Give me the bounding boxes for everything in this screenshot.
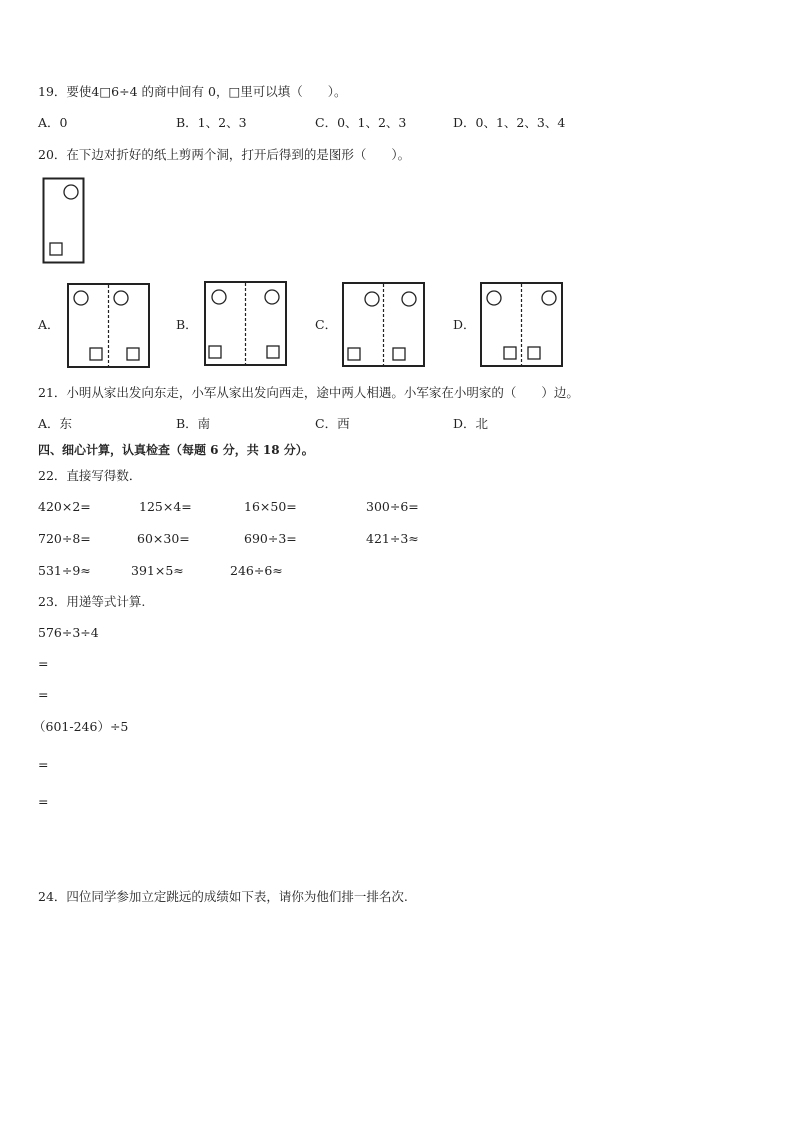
q20-option-b-figure[interactable] [204,281,288,367]
q19-option-a[interactable]: A．0 [38,115,68,130]
q20-option-a-label[interactable]: A． [38,317,60,332]
q21-option-a[interactable]: A．东 [38,416,73,431]
q23-equals-sign: = [38,757,49,772]
circle-hole-icon [64,185,78,199]
q22-item: 125×4= [139,499,192,514]
q20-option-d-label[interactable]: D． [453,317,476,332]
square-hole-icon [267,346,279,358]
q20-option-d-figure[interactable] [480,282,564,368]
q22-item: 690÷3= [244,531,297,546]
q21-stem: 21．小明从家出发向东走，小军从家出发向西走，途中两人相遇。小军家在小明家的（ ）边。 [38,385,579,400]
q22-stem: 22．直接写得数． [38,468,142,483]
q23-expression-1: 576÷3÷4 [38,625,99,640]
q21-option-c[interactable]: C．西 [315,416,350,431]
q23-equals-sign: = [38,656,49,671]
circle-hole-icon [265,290,279,304]
q19-option-d[interactable]: D．0、1、2、3、4 [453,115,566,130]
circle-hole-icon [487,291,501,305]
square-hole-icon [127,348,139,360]
circle-hole-icon [74,291,88,305]
q22-item: 720÷8= [38,531,91,546]
q23-equals-sign: = [38,687,49,702]
q20-option-c-label[interactable]: C． [315,317,338,332]
q23-expression-2: （601-246）÷5 [33,719,129,734]
q21-option-d[interactable]: D．北 [453,416,489,431]
square-hole-icon [209,346,221,358]
section-4-heading: 四、细心计算，认真检查（每题 6 分，共 18 分）。 [38,443,314,457]
q22-item: 420×2= [38,499,91,514]
q19-option-c[interactable]: C．0、1、2、3 [315,115,407,130]
q19-option-b[interactable]: B．1、2、3 [176,115,247,130]
q20-stem: 20．在下边对折好的纸上剪两个洞，打开后得到的是图形（ ）。 [38,147,411,162]
q22-item: 16×50= [244,499,297,514]
q20-option-b-label[interactable]: B． [176,317,198,332]
square-hole-icon [393,348,405,360]
q24-stem: 24．四位同学参加立定跳远的成绩如下表，请你为他们排一排名次. [38,889,408,904]
circle-hole-icon [114,291,128,305]
circle-hole-icon [402,292,416,306]
circle-hole-icon [542,291,556,305]
q23-equals-sign: = [38,794,49,809]
q22-item: 421÷3≈ [366,531,419,546]
q22-item: 246÷6≈ [230,563,283,578]
q20-option-c-figure[interactable] [342,282,426,368]
q22-item: 391×5≈ [131,563,184,578]
square-hole-icon [504,347,516,359]
circle-hole-icon [365,292,379,306]
square-hole-icon [528,347,540,359]
q23-stem: 23．用递等式计算. [38,594,146,609]
q19-stem: 19．要使4□6÷4 的商中间有 0，□里可以填（ ）。 [38,84,347,99]
q22-item: 300÷6= [366,499,419,514]
q22-item: 60×30= [137,531,190,546]
folded-paper-figure [42,177,86,265]
square-hole-icon [90,348,102,360]
square-hole-icon [50,243,62,255]
q20-option-a-figure[interactable] [67,283,151,369]
circle-hole-icon [212,290,226,304]
square-hole-icon [348,348,360,360]
q21-option-b[interactable]: B．南 [176,416,211,431]
q22-item: 531÷9≈ [38,563,91,578]
